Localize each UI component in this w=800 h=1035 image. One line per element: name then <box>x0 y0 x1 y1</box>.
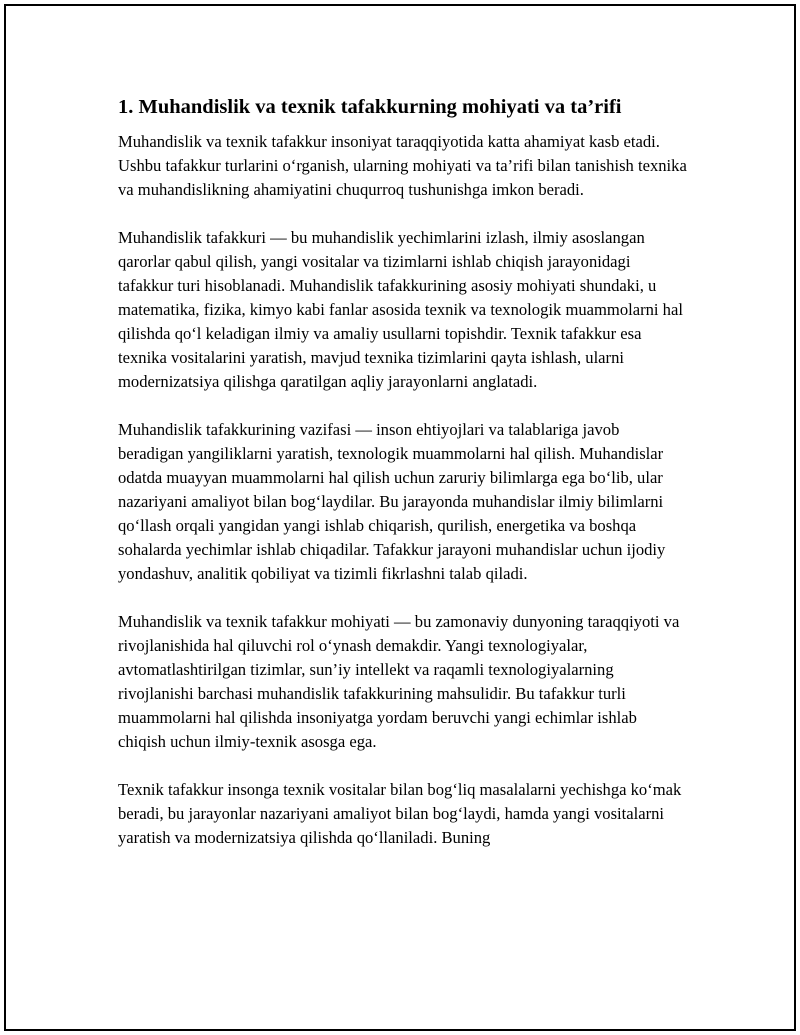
paragraph-1: Muhandislik va texnik tafakkur insoniyat taraqqiyotida katta ahamiyat kasb etadi. Ushbu tafakkur turlarini o‘rganish, ularning mohiyati va ta’rifi bilan tanishish texnika va muhandislikning ahamiyatini chuqurroq tushunishga imkon beradi. <box>118 132 687 199</box>
document-body <box>118 94 688 874</box>
paragraph-4: Muhandislik va texnik tafakkur mohiyati — bu zamonaviy dunyoning taraqqiyoti va rivojlanishida hal qiluvchi rol o‘ynash demakdir. Yangi texnologiyalar, avtomatlashtirilgan tizimlar, sun’iy intellekt va raqamli texnologiyalarning rivojlanishi barchasi muhandislik tafakkurining mahsulidir. Bu tafakkur turli muammolarni hal qilishda insoniyatga yordam beruvchi yangi echimlar ishlab chiqish uchun ilmiy-texnik asosga ega. <box>118 612 680 751</box>
section-heading: 1. Muhandislik va texnik tafakkurning mohiyati va ta’rifi <box>118 96 622 118</box>
paragraph-2: Muhandislik tafakkuri — bu muhandislik yechimlarini izlash, ilmiy asoslangan qarorlar qabul qilish, yangi vositalar va tizimlarni ishlab chiqish jarayonidagi tafakkur turi hisoblanadi. Muhandislik tafakkurining asosiy mohiyati shundaki, u matematika, fizika, kimyo kabi fanlar asosida texnik va texnologik muammolarni hal qilishda qo‘l keladigan ilmiy va amaliy usullarni topishdir. Texnik tafakkur esa texnika vositalarini yaratish, mavjud texnika tizimlarini qayta ishlash, ularni modernizatsiya qilishga qaratilgan aqliy jarayonlarni anglatadi. <box>118 228 683 391</box>
paragraph-5: Texnik tafakkur insonga texnik vositalar bilan bog‘liq masalalarni yechishga ko‘mak beradi, bu jarayonlar nazariyani amaliyot bilan bog‘laydi, hamda yangi vositalarni yaratish va modernizatsiya qilishda qo‘llaniladi. Buning <box>118 780 682 847</box>
paragraph-3: Muhandislik tafakkurining vazifasi — inson ehtiyojlari va talablariga javob beradigan yangiliklarni yaratish, texnologik muammolarni hal qilish. Muhandislar odatda muayyan muammolarni hal qilish uchun zaruriy bilimlarga ega bo‘lib, ular nazariyani amaliyot bilan bog‘laydilar. Bu jarayonda muhandislar ilmiy bilimlarni qo‘llash orqali yangidan yangi ishlab chiqarish, qurilish, energetika va boshqa sohalarda yechimlar ishlab chiqadilar. Tafakkur jarayoni muhandislar uchun ijodiy yondashuv, analitik qobiliyat va tizimli fikrlashni talab qiladi. <box>118 420 666 583</box>
